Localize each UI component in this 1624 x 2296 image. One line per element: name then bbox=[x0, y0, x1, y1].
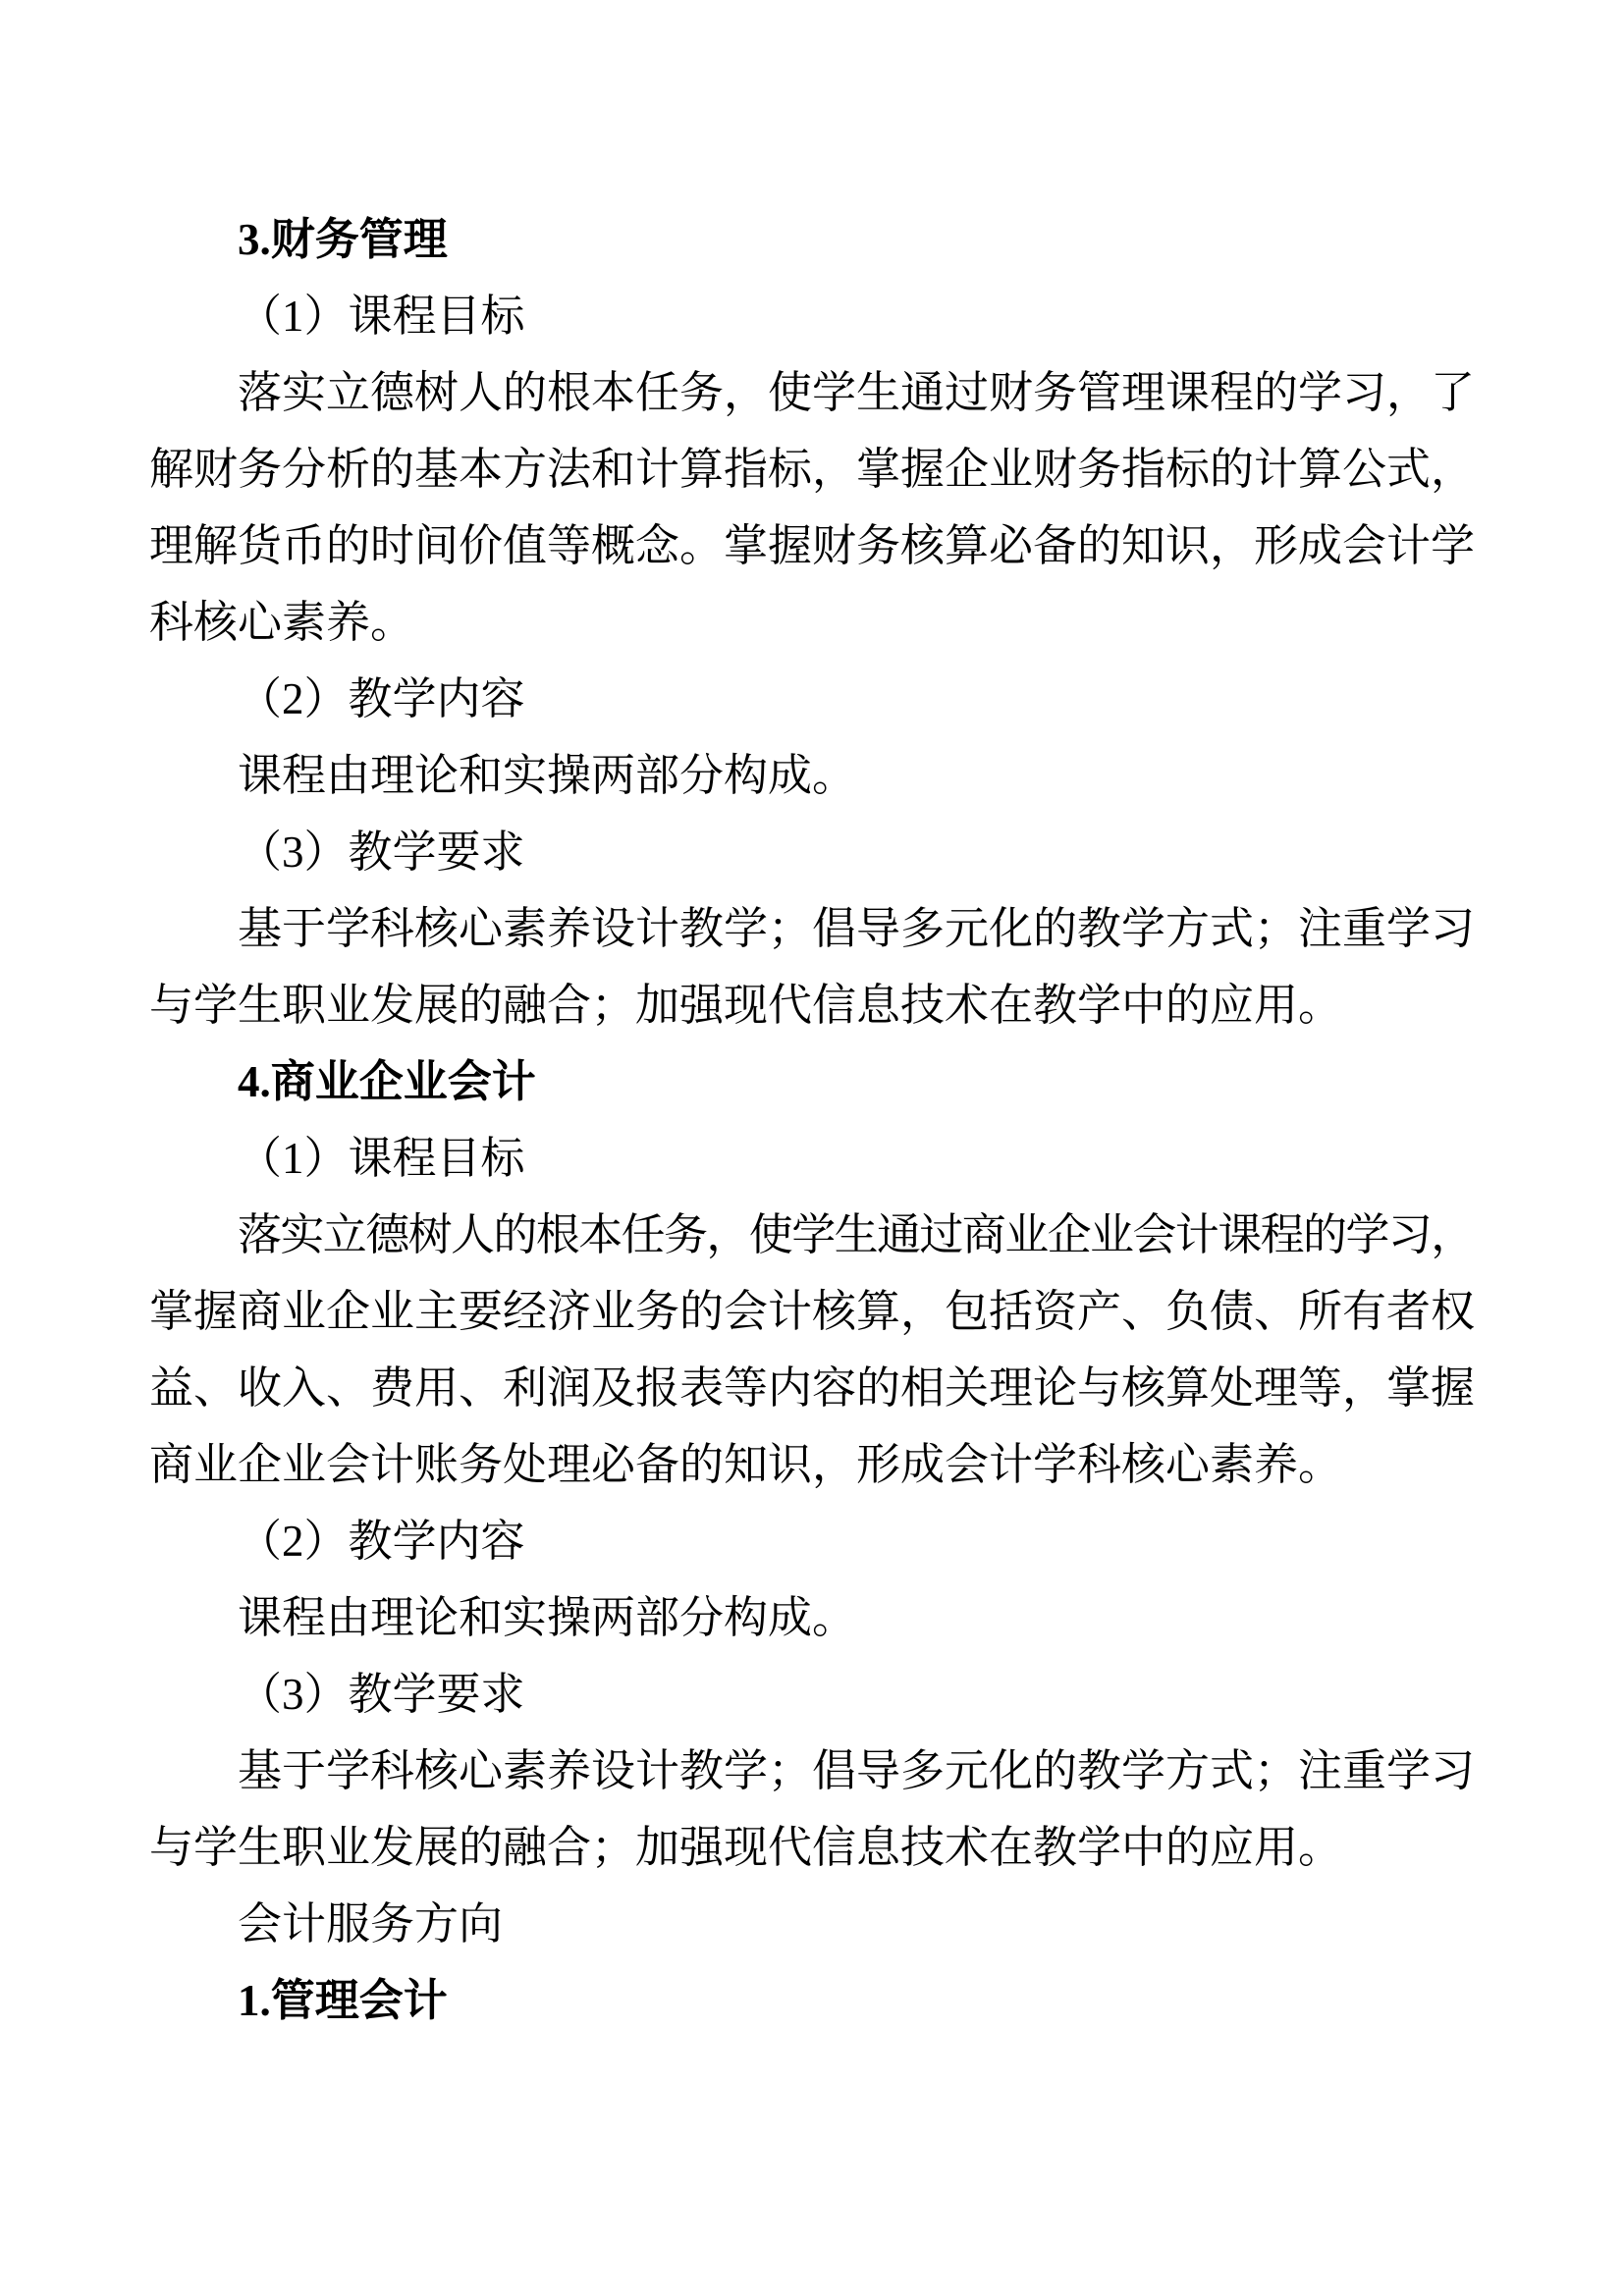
label-teaching-content: （2）教学内容 bbox=[238, 1517, 525, 1566]
label-teaching-requirements: （3）教学要求 bbox=[238, 1670, 525, 1719]
section-heading-management-accounting: 1.管理会计 bbox=[238, 1976, 448, 2025]
paragraph-line: 理解货币的时间价值等概念。掌握财务核算必备的知识，形成会计学 bbox=[149, 521, 1476, 570]
label-teaching-requirements: （3）教学要求 bbox=[238, 828, 525, 877]
label-course-objectives: （1）课程目标 bbox=[238, 292, 525, 341]
label-course-objectives: （1）课程目标 bbox=[238, 1134, 525, 1183]
paragraph-line: 益、收入、费用、利润及报表等内容的相关理论与核算处理等，掌握 bbox=[149, 1363, 1476, 1413]
paragraph-line: 基于学科核心素养设计教学；倡导多元化的教学方式；注重学习 bbox=[238, 1746, 1476, 1795]
section-heading-commercial-enterprise-accounting: 4.商业企业会计 bbox=[238, 1057, 536, 1106]
paragraph-line: 与学生职业发展的融合；加强现代信息技术在教学中的应用。 bbox=[149, 1823, 1343, 1872]
paragraph-line: 与学生职业发展的融合；加强现代信息技术在教学中的应用。 bbox=[149, 981, 1343, 1030]
paragraph-line: 课程由理论和实操两部分构成。 bbox=[238, 751, 857, 800]
paragraph-line: 掌握商业企业主要经济业务的会计核算，包括资产、负债、所有者权 bbox=[149, 1287, 1476, 1336]
paragraph-line: 基于学科核心素养设计教学；倡导多元化的教学方式；注重学习 bbox=[238, 904, 1476, 953]
paragraph-line: 解财务分析的基本方法和计算指标，掌握企业财务指标的计算公式， bbox=[149, 445, 1476, 494]
text-block bbox=[149, 201, 1475, 2039]
paragraph-line: 科核心素养。 bbox=[149, 598, 415, 647]
paragraph-line: 课程由理论和实操两部分构成。 bbox=[238, 1593, 857, 1642]
paragraph-line: 落实立德树人的根本任务，使学生通过商业企业会计课程的学习， bbox=[238, 1210, 1474, 1259]
paragraph-line: 商业企业会计账务处理必备的知识，形成会计学科核心素养。 bbox=[149, 1440, 1343, 1489]
paragraph-line: 落实立德树人的根本任务，使学生通过财务管理课程的学习，了 bbox=[238, 368, 1476, 417]
label-accounting-service-direction: 会计服务方向 bbox=[238, 1899, 504, 1949]
label-teaching-content: （2）教学内容 bbox=[238, 674, 525, 723]
section-heading-financial-management: 3.财务管理 bbox=[238, 215, 448, 264]
